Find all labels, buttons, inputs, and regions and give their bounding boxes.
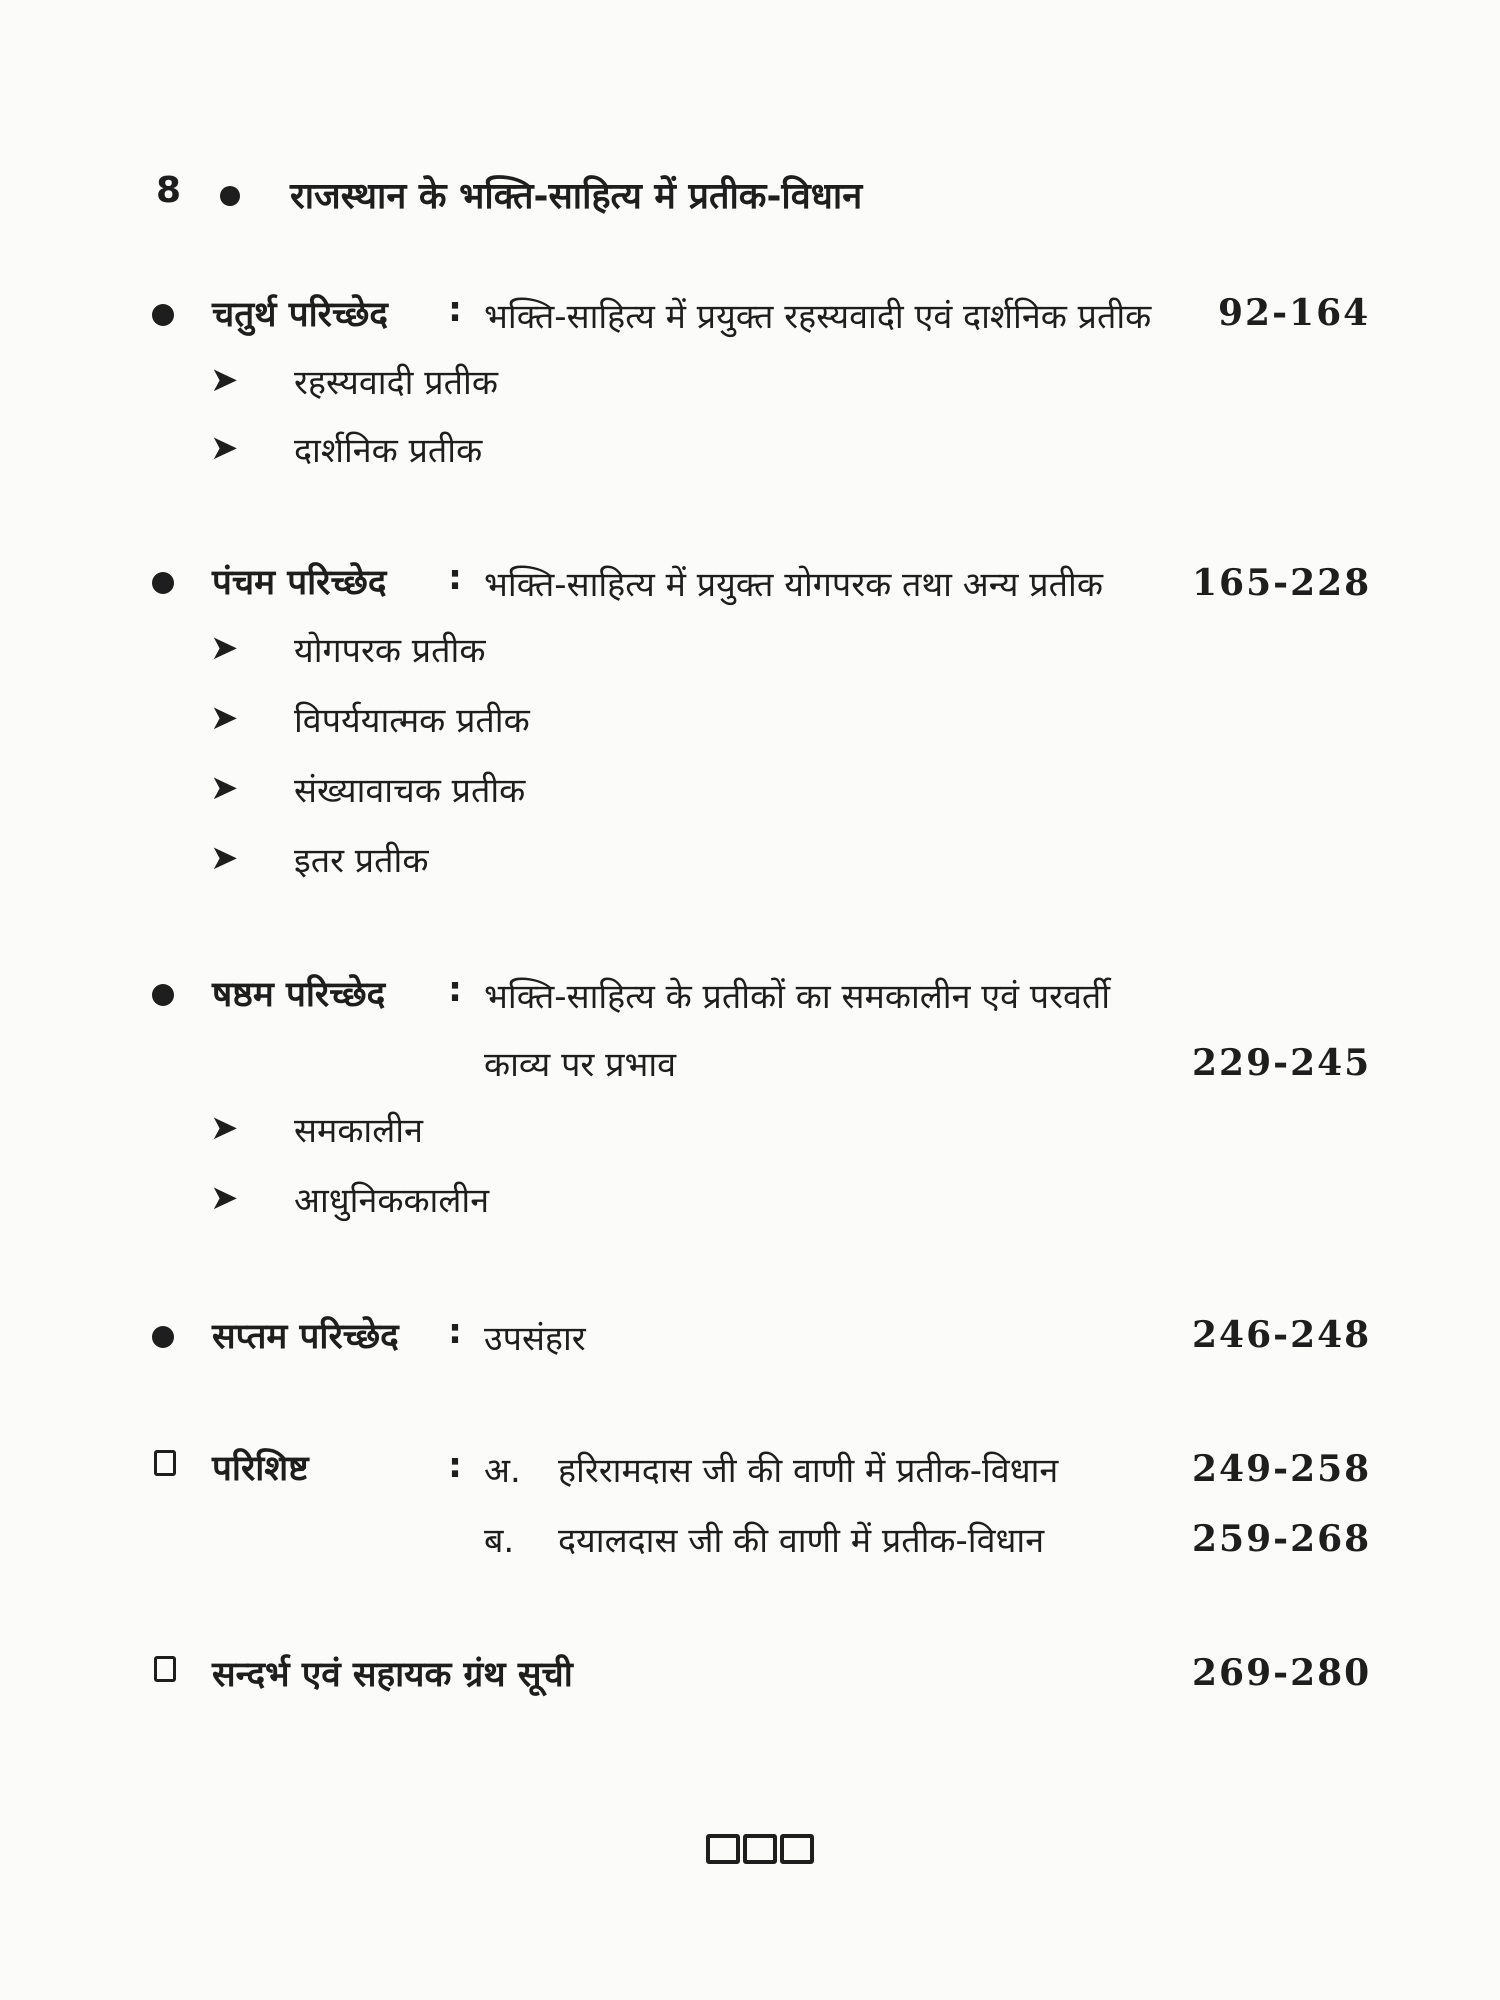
arrow-icon: ➤ [210, 1108, 239, 1148]
running-title: राजस्थान के भक्ति-साहित्य में प्रतीक-विधान [290, 176, 863, 217]
arrow-icon: ➤ [210, 1178, 239, 1218]
chapter-description: भक्ति-साहित्य में प्रयुक्त योगपरक तथा अन्य प्रतीक [484, 565, 1103, 605]
bullet-icon [152, 572, 174, 594]
checkbox-square-icon [154, 1450, 176, 1476]
colon: : [448, 970, 462, 1010]
end-of-section-squares-icon [706, 1834, 817, 1868]
bibliography-title: सन्दर्भ एवं सहायक ग्रंथ सूची [212, 1655, 573, 1695]
page-range: 165-228 [1192, 562, 1372, 604]
colon: : [448, 290, 462, 330]
bullet-icon [152, 1326, 174, 1348]
arrow-icon: ➤ [210, 768, 239, 808]
chapter-description-line2: काव्य पर प्रभाव [484, 1045, 677, 1085]
page-range: 249-258 [1192, 1448, 1372, 1490]
appendix-marker: ब. [484, 1521, 515, 1561]
bullet-icon [152, 984, 174, 1006]
colon: : [448, 558, 462, 598]
subsection-item: रहस्यवादी प्रतीक [294, 363, 498, 403]
appendix-item-text: दयालदास जी की वाणी में प्रतीक-विधान [558, 1521, 1045, 1561]
chapter-description: भक्ति-साहित्य में प्रयुक्त रहस्यवादी एवं दार्शनिक प्रतीक [484, 297, 1152, 337]
colon: : [448, 1446, 462, 1486]
arrow-icon: ➤ [210, 628, 239, 668]
chapter-title: सप्तम परिच्छेद [212, 1317, 399, 1357]
arrow-icon: ➤ [210, 428, 239, 468]
colon: : [448, 1312, 462, 1352]
chapter-description: उपसंहार [484, 1319, 586, 1359]
page-range: 269-280 [1192, 1652, 1372, 1694]
subsection-item: समकालीन [294, 1111, 423, 1151]
page-range: 92-164 [1218, 292, 1371, 334]
checkbox-square-icon [154, 1656, 176, 1682]
subsection-item: विपर्ययात्मक प्रतीक [294, 701, 530, 741]
page-number: 8 [156, 170, 182, 211]
page-range: 246-248 [1192, 1314, 1372, 1356]
chapter-title: चतुर्थ परिच्छेद [212, 295, 388, 335]
subsection-item: इतर प्रतीक [294, 841, 429, 881]
arrow-icon: ➤ [210, 698, 239, 738]
subsection-item: आधुनिककालीन [294, 1181, 490, 1221]
chapter-description-line1: भक्ति-साहित्य के प्रतीकों का समकालीन एवं परवर्ती [484, 977, 1111, 1017]
subsection-item: संख्यावाचक प्रतीक [294, 771, 526, 811]
appendix-title: परिशिष्ट [212, 1449, 309, 1489]
subsection-item: दार्शनिक प्रतीक [294, 431, 483, 471]
page-range: 229-245 [1192, 1042, 1372, 1084]
header-bullet-icon [220, 186, 240, 206]
page-range: 259-268 [1192, 1518, 1372, 1560]
chapter-title: षष्ठम परिच्छेद [212, 975, 386, 1015]
subsection-item: योगपरक प्रतीक [294, 631, 486, 671]
arrow-icon: ➤ [210, 838, 239, 878]
appendix-item-text: हरिरामदास जी की वाणी में प्रतीक-विधान [558, 1451, 1059, 1491]
appendix-marker: अ. [484, 1451, 521, 1491]
bullet-icon [152, 304, 174, 326]
chapter-title: पंचम परिच्छेद [212, 563, 387, 603]
arrow-icon: ➤ [210, 360, 239, 400]
